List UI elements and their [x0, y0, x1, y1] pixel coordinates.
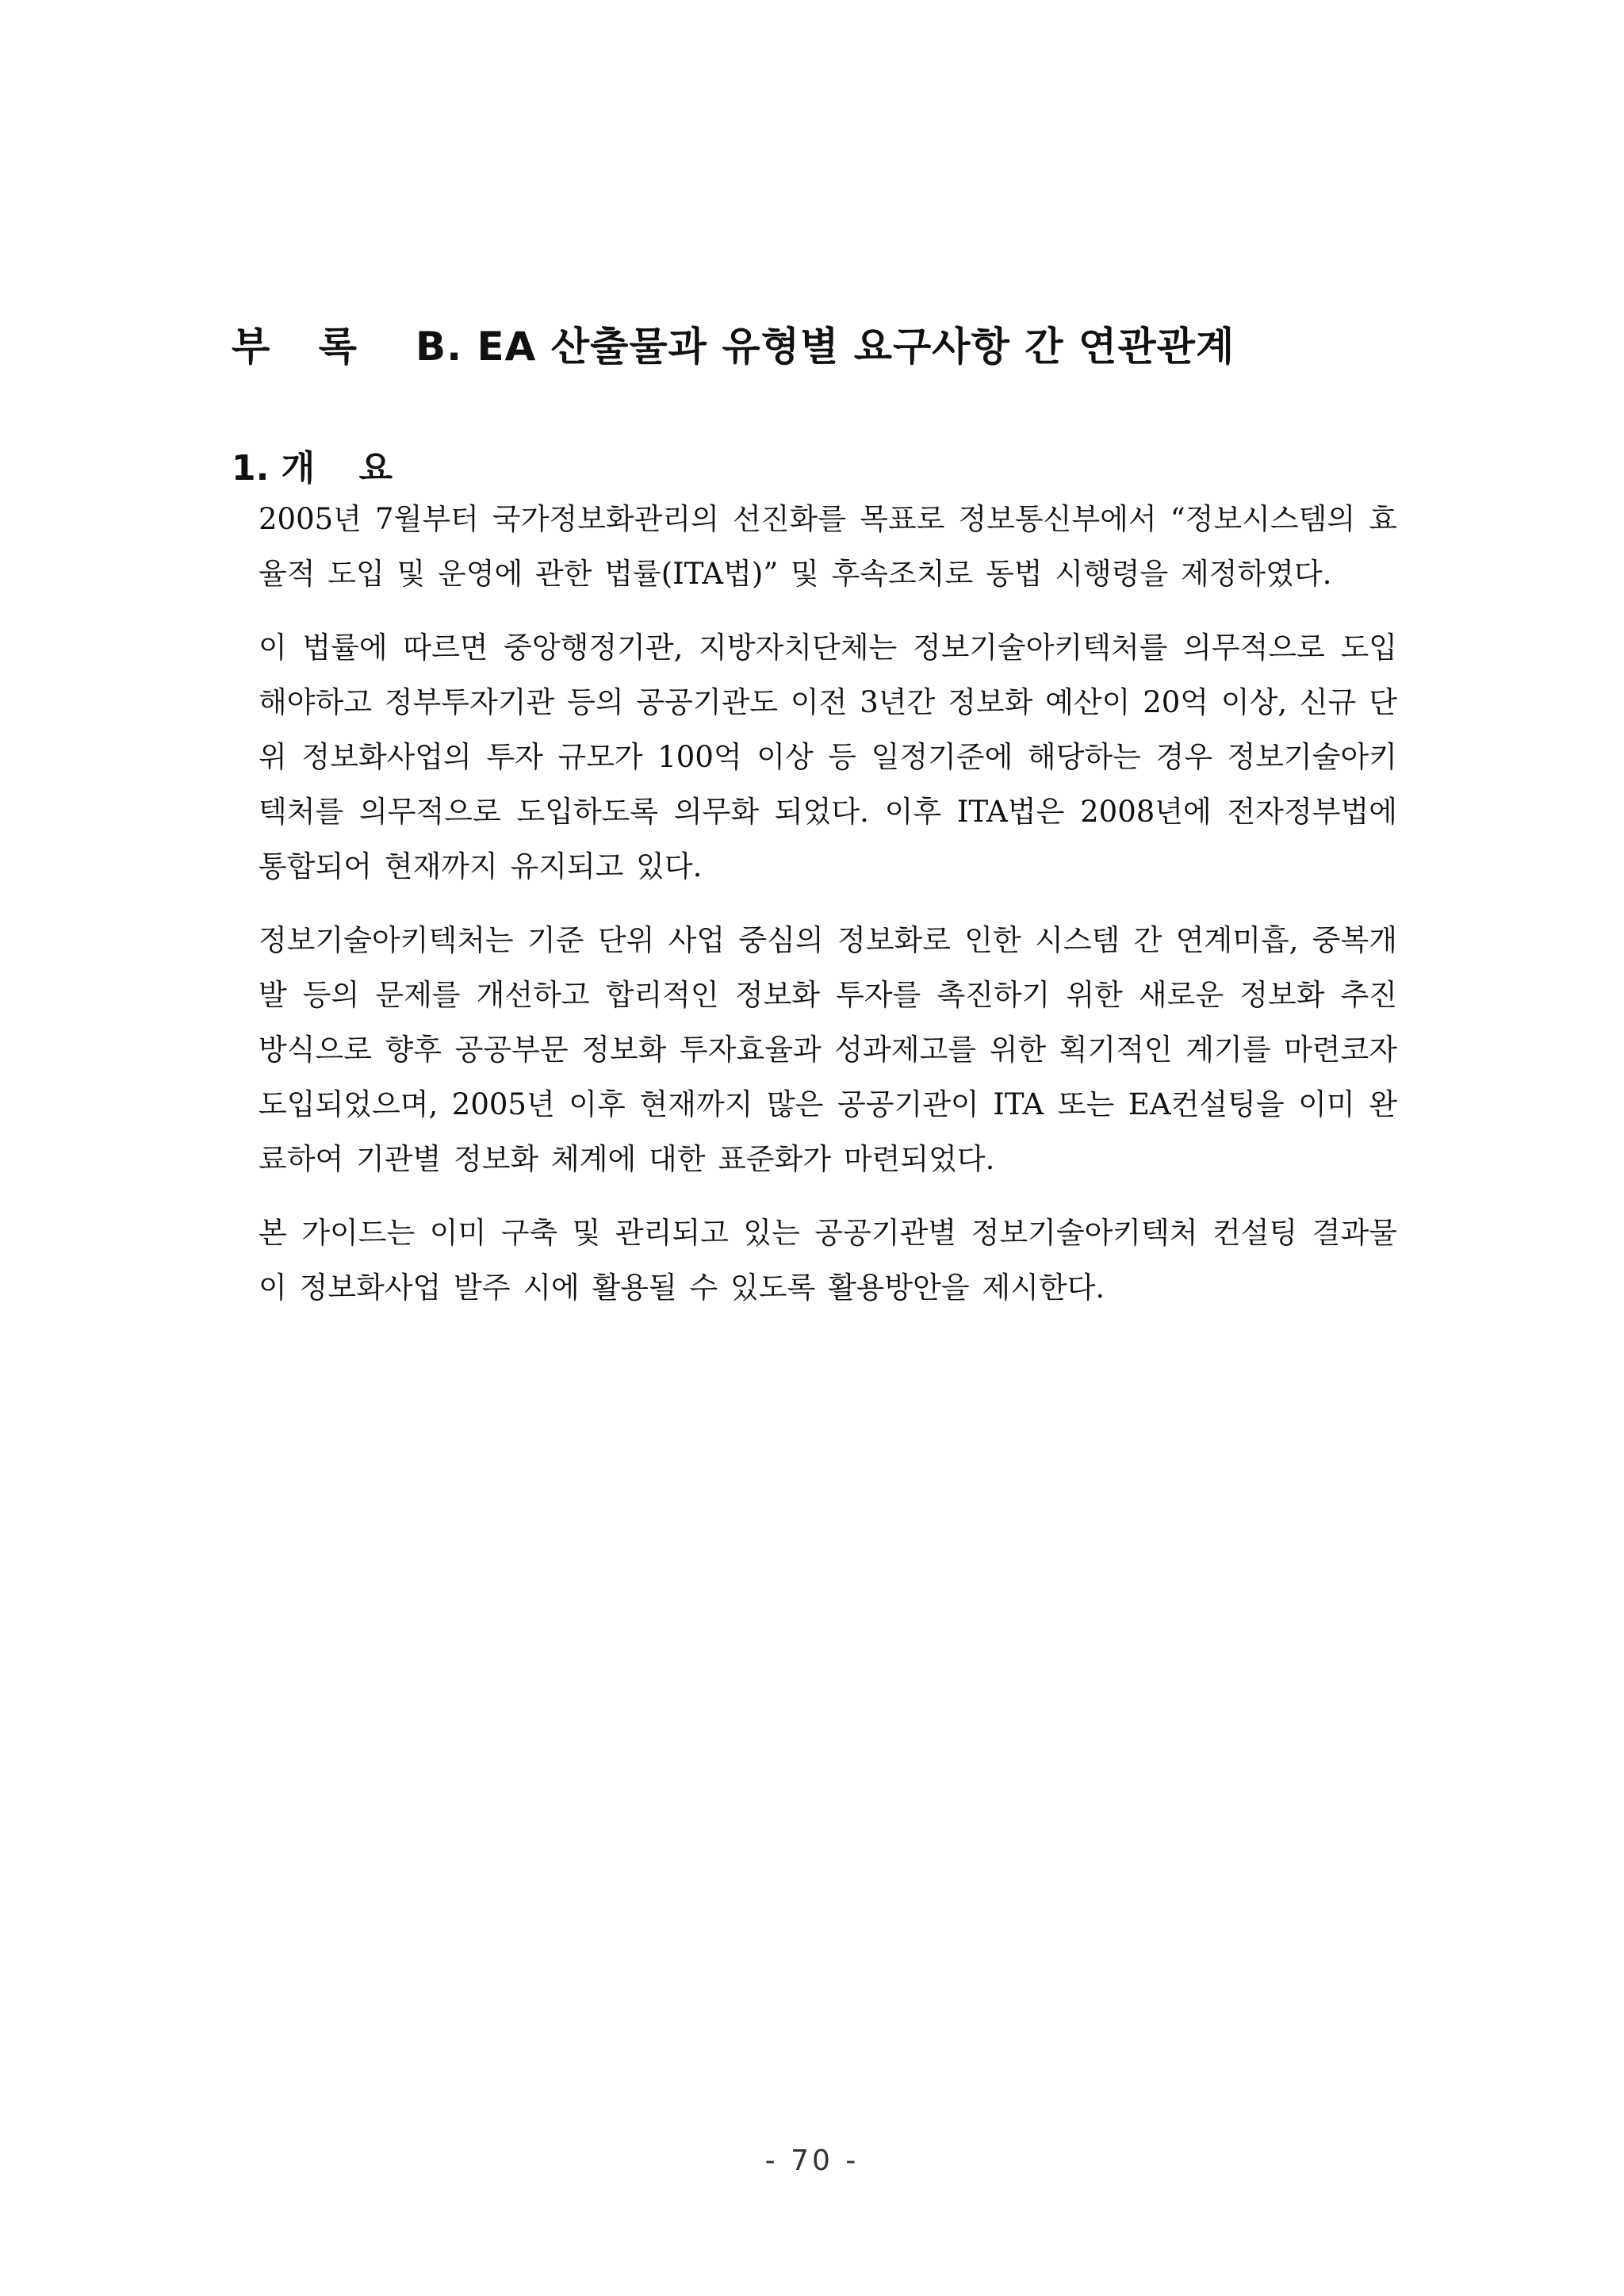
paragraph-ita-purpose: 정보기술아키텍처는 기준 단위 사업 중심의 정보화로 인한 시스템 간 연계미흡, 중복개발 등의 문제를 개선하고 합리적인 정보화 투자를 촉진하기 위한 새로운 정보화 추진 방식으로 향후 공공부문 정보화 투자효율과 성과제고를 위한 획기적인 계기를 마련코자 도입되었으며, 2005년 이후 현재까지 많은 공공기관이 ITA 또는 EA컨설팅을 이미 완료하여 기관별 정보화 체계에 대한 표준화가 마련되었다. [259, 923, 1397, 1176]
appendix-title [232, 319, 1421, 374]
appendix-title-text: B. EA 산출물과 유형별 요구사항 간 연관관계 [416, 323, 1235, 370]
paragraph-ita-law: 2005년 7월부터 국가정보화관리의 선진화를 목표로 정보통신부에서 “정보시스템의 효율적 도입 및 운영에 관한 법률(ITA법)” 및 후속조치로 동법 시행령을 제정하였다. [259, 502, 1397, 591]
section-number: 1. [232, 447, 270, 489]
body-text [259, 492, 1397, 1334]
appendix-label: 부 록 [232, 323, 375, 370]
paragraph-guide-purpose: 본 가이드는 이미 구축 및 관리되고 있는 공공기관별 정보기술아키텍처 컨설팅 결과물이 정보화사업 발주 시에 활용될 수 있도록 활용방안을 제시한다. [259, 1216, 1397, 1305]
section-title: 개 요 [281, 447, 408, 489]
section-heading [232, 445, 408, 493]
paragraph-mandatory-adoption: 이 법률에 따르면 중앙행정기관, 지방자치단체는 정보기술아키텍처를 의무적으로 도입해야하고 정부투자기관 등의 공공기관도 이전 3년간 정보화 예산이 20억 이상, 신규 단위 정보화사업의 투자 규모가 100억 이상 등 일정기준에 해당하는 경우 정보기술아키텍처를 의무적으로 도입하도록 의무화 되었다. 이후 ITA법은 2008년에 전자정부법에 통합되어 현재까지 유지되고 있다. [259, 631, 1397, 884]
page-number: - 70 - [764, 2145, 860, 2177]
